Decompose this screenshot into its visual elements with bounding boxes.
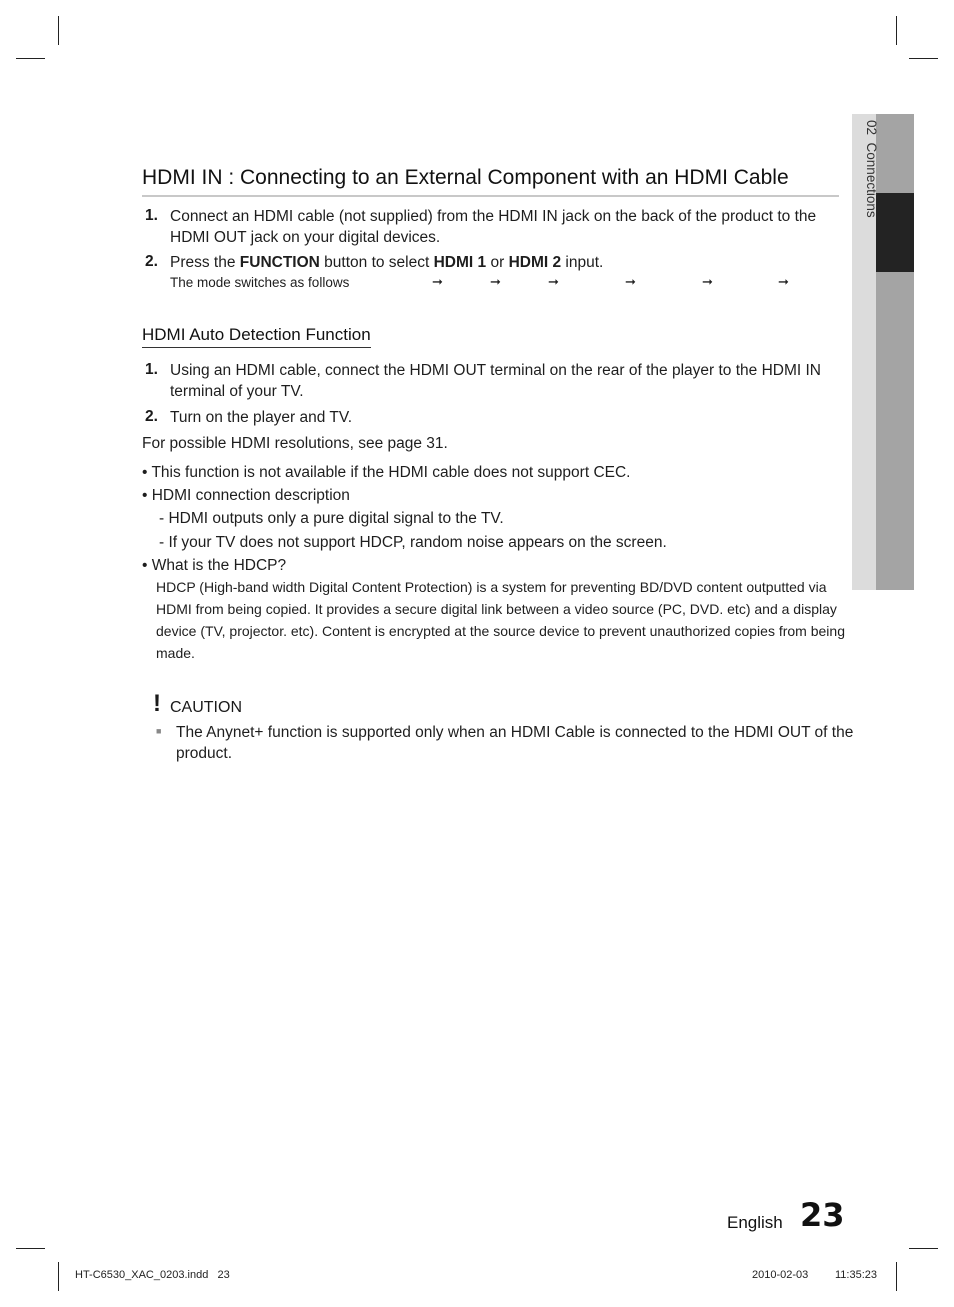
title-rule bbox=[142, 195, 839, 197]
crop-mark bbox=[909, 58, 938, 59]
bullet-subitem: - If your TV does not support HDCP, random noise appears on the screen. bbox=[159, 534, 667, 551]
square-bullet-icon: ■ bbox=[156, 726, 162, 736]
bullet-subitem: - HDMI outputs only a pure digital signal to the TV. bbox=[159, 510, 504, 527]
step-text-part: or bbox=[486, 254, 509, 271]
step-line: Using an HDMI cable, connect the HDMI OUT terminal on the rear of the player to the HDMI IN bbox=[170, 362, 821, 379]
bullet-item: • What is the HDCP? bbox=[142, 557, 287, 574]
step-text bbox=[170, 252, 603, 273]
step-number: 1. bbox=[145, 207, 158, 224]
hdcp-line: HDMI from being copied. It provides a secure digital link between a video source (PC, DVD. etc) and a display bbox=[156, 601, 837, 617]
bullet-item: • HDMI connection description bbox=[142, 487, 350, 504]
footer-filename: HT-C6530_XAC_0203.indd 23 bbox=[75, 1269, 230, 1281]
step-line: HDMI OUT jack on your digital devices. bbox=[170, 229, 441, 246]
caution-line: The Anynet+ function is supported only when an HDMI Cable is connected to the HDMI OUT of the bbox=[176, 724, 854, 741]
step-text-part: Press the bbox=[170, 254, 240, 271]
bullet-item: • This function is not available if the HDMI cable does not support CEC. bbox=[142, 464, 631, 481]
caution-icon: ! bbox=[153, 690, 161, 717]
arrow-icon: ➞ bbox=[778, 274, 789, 289]
caution-text bbox=[176, 722, 853, 764]
hdcp-description bbox=[156, 576, 845, 664]
step-line: Connect an HDMI cable (not supplied) from the HDMI IN jack on the back of the product to the bbox=[170, 208, 817, 225]
footer-time: 11:35:23 bbox=[835, 1269, 878, 1281]
arrow-icon: ➞ bbox=[490, 274, 501, 289]
footer-date: 2010-02-03 bbox=[752, 1269, 809, 1281]
crop-mark bbox=[16, 58, 45, 59]
crop-mark bbox=[58, 1262, 59, 1291]
step-text: Turn on the player and TV. bbox=[170, 409, 353, 426]
hdcp-line: device (TV, projector. etc). Content is encrypted at the source device to prevent unauthorized copies from being bbox=[156, 623, 845, 639]
step-text bbox=[170, 360, 821, 402]
side-tab-label: 02 Connections bbox=[864, 120, 879, 218]
arrow-icon: ➞ bbox=[548, 274, 559, 289]
crop-mark bbox=[896, 16, 897, 45]
caution-line: product. bbox=[176, 745, 233, 762]
resolutions-note: For possible HDMI resolutions, see page 31. bbox=[142, 435, 448, 452]
side-tab-active-marker bbox=[876, 193, 914, 272]
mode-note: The mode switches as follows bbox=[170, 275, 350, 290]
page-title: HDMI IN : Connecting to an External Component with an HDMI Cable bbox=[142, 166, 789, 189]
crop-mark bbox=[896, 1262, 897, 1291]
step-text bbox=[170, 206, 816, 248]
arrow-icon: ➞ bbox=[625, 274, 636, 289]
arrow-icon: ➞ bbox=[702, 274, 713, 289]
hdcp-line: HDCP (High-band width Digital Content Protection) is a system for preventing BD/DVD content outputted via bbox=[156, 579, 827, 595]
step-number: 2. bbox=[145, 253, 158, 270]
function-label: FUNCTION bbox=[239, 254, 320, 271]
step-number: 2. bbox=[145, 408, 158, 425]
step-line: terminal of your TV. bbox=[170, 383, 304, 400]
page-number: 23 bbox=[800, 1196, 845, 1234]
step-text-part: button to select bbox=[319, 254, 434, 271]
section-heading: HDMI Auto Detection Function bbox=[142, 325, 371, 348]
crop-mark bbox=[58, 16, 59, 45]
crop-mark bbox=[909, 1248, 938, 1249]
step-text-part: input. bbox=[561, 254, 604, 271]
hdmi2-label: HDMI 2 bbox=[508, 254, 562, 271]
footer-language: English bbox=[727, 1213, 783, 1232]
hdcp-line: made. bbox=[156, 645, 195, 661]
side-tab-dark bbox=[876, 114, 914, 590]
hdmi1-label: HDMI 1 bbox=[433, 254, 487, 271]
crop-mark bbox=[16, 1248, 45, 1249]
step-number: 1. bbox=[145, 361, 158, 378]
caution-label: CAUTION bbox=[170, 699, 242, 716]
arrow-icon: ➞ bbox=[432, 274, 443, 289]
